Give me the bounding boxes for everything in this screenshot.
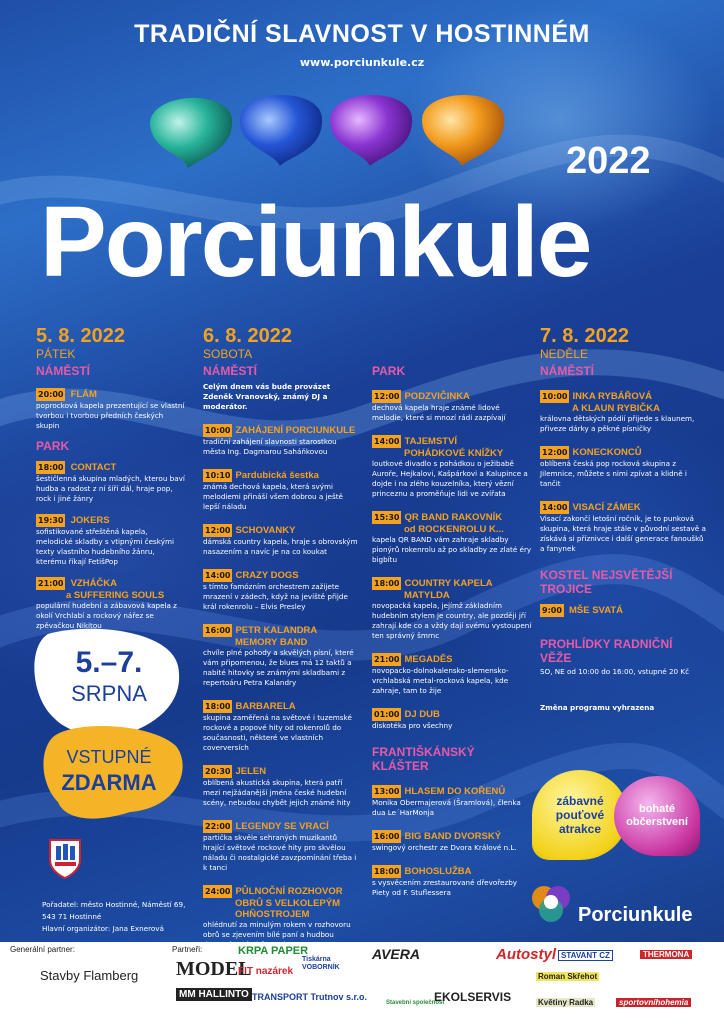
event-time: 18:00 xyxy=(38,463,64,472)
event xyxy=(372,702,532,731)
free-line1: VSTUPNÉ xyxy=(66,747,152,767)
refreshment-line2: občerstvení xyxy=(626,816,688,828)
event-name: HLASEM DO KOŘENŮ xyxy=(404,786,506,797)
event-desc: skupina zaměřená na světové i tuzemské rockové a popové hity od rokenrolů do současnosti, některé ve vlastních coverversích xyxy=(203,713,352,752)
refreshment-bubble xyxy=(614,776,700,856)
general-partner-logo: Stavby Flamberg xyxy=(40,968,139,983)
event-name: DJ DUB xyxy=(404,709,440,720)
event xyxy=(372,779,532,818)
event xyxy=(372,859,532,898)
event-time: 21:00 xyxy=(38,579,64,588)
event-desc: populární hudební a zábavová kapela z okolí Vrchlabí a rockový nářez se zpěvačkou Nikitou xyxy=(36,601,177,630)
event-desc: novopacká kapela, jejímž základním hudebním stylem je country, ale později jří zahrají kde co a vždy dají svému vystoupení ten správný šmrnc xyxy=(372,601,532,640)
attractions-line3: atrakce xyxy=(558,822,602,836)
event-time: 14:00 xyxy=(374,437,400,446)
event-name: CONTACT xyxy=(70,462,117,473)
event-time: 12:00 xyxy=(374,392,400,401)
event-time: 18:00 xyxy=(374,867,400,876)
attractions-line2: pouťové xyxy=(555,808,605,822)
partners-bar xyxy=(0,942,724,1024)
event-name-2: POHÁDKOVÉ KNÍŽKY xyxy=(404,448,504,459)
col2-program xyxy=(203,364,359,950)
website: www.porciunkule.cz xyxy=(299,56,425,69)
event xyxy=(372,647,532,696)
event xyxy=(372,824,532,853)
event-name: PŮLNOČNÍ ROZHOVOR xyxy=(235,886,343,897)
section-heading-2: TROJICE xyxy=(540,582,593,596)
event-name: Pardubická šestka xyxy=(235,470,319,481)
orange-droplet xyxy=(422,95,504,166)
event-desc: chvíle plné pohody a skvělých písní, které vám připomenou, že blues má 12 taktů a nabité hitovky se známými skladbami z repertoáru Petra Kalandry xyxy=(203,648,354,687)
col1-program xyxy=(36,364,186,631)
section-heading: NÁMĚSTÍ xyxy=(540,364,594,378)
event-name: MŠE SVATÁ xyxy=(569,605,624,616)
top-title: TRADIČNÍ SLAVNOST V HOSTINNÉM xyxy=(134,20,590,48)
event xyxy=(372,571,532,641)
event xyxy=(372,384,532,423)
event-name: BARBARELA xyxy=(235,701,296,712)
event-name: LEGENDY SE VRACÍ xyxy=(235,821,329,832)
event xyxy=(372,505,532,565)
col4-program xyxy=(540,364,706,713)
event-desc: s tímto famózním orchestrem zažijete mrazení v zádech, když na jevíště přijde král rokenrolu – Elvis Presley xyxy=(203,582,348,611)
section-heading-2: KLÁŠTER xyxy=(372,759,429,773)
event-desc: swingový orchestr ze Dvora Králové n.L. xyxy=(372,843,517,852)
event xyxy=(36,508,186,567)
event-name: COUNTRY KAPELA xyxy=(404,578,493,589)
droplets-graphic xyxy=(140,84,520,184)
year: 2022 xyxy=(566,140,651,182)
event xyxy=(203,463,359,512)
event-time: 24:00 xyxy=(205,887,231,896)
partner-logo: FIT nazárek xyxy=(238,966,294,977)
partner-logo: MM HALLINTO xyxy=(176,988,252,1001)
event-time: 12:00 xyxy=(542,448,568,457)
partner-logo: EKOLSERVIS xyxy=(434,990,512,1004)
teal-droplet xyxy=(150,98,232,168)
dates-line1: 5.–7. xyxy=(75,646,143,679)
event-name: VZHÁČKA xyxy=(70,578,118,589)
event xyxy=(36,455,186,504)
event-time: 15:30 xyxy=(374,513,400,522)
organizer-line3: Hlavní organizátor: Jana Exnerová xyxy=(42,924,164,933)
section-heading: KOSTEL NEJSVĚTĚJŠÍ xyxy=(540,568,673,582)
event-name-2: a SUFFERING SOULS xyxy=(66,590,165,601)
event-desc: dámská country kapela, hraje s obrovským nasazením a navíc je na co koukat xyxy=(203,537,358,556)
event xyxy=(203,879,359,950)
tour-info: SO, NE od 10:00 do 16:00, vstupné 20 Kč xyxy=(540,667,690,676)
event-name: JOKERS xyxy=(70,515,110,526)
event-name: PODZVIČINKA xyxy=(404,391,470,402)
partner-logo: sportovníhohemia xyxy=(616,998,691,1007)
event xyxy=(540,440,706,489)
event-name: BIG BAND DVORSKÝ xyxy=(404,831,502,842)
dates-line2: SRPNA xyxy=(71,681,147,706)
event-desc: Visací zakončí letošní ročník, je to punková skupina, která hraje stále v původní sestavě a získává si příznivce i další generace fanoušků a fanynek xyxy=(540,514,706,553)
event-time: 21:00 xyxy=(374,655,400,664)
purple-droplet xyxy=(330,95,412,166)
event-name: JELEN xyxy=(235,766,267,777)
event-name: ZAHÁJENÍ PORCIUNKULE xyxy=(235,425,356,436)
partner-logo: Stavební společnost xyxy=(386,1000,445,1006)
partner-logo: MODEL xyxy=(176,958,252,980)
event xyxy=(203,418,359,457)
intro-text: Celým dnem vás bude provázet Zdeněk Vranovský, známý DJ a moderátor. xyxy=(203,382,331,411)
event-time: 9:00 xyxy=(542,606,562,615)
event-desc: poprocková kapela prezentující se vlastní tvorbou i tvorbou předních českých skupin xyxy=(36,401,185,430)
section-heading-2: VĚŽE xyxy=(540,651,572,665)
event xyxy=(372,429,532,499)
partner-logo: STAVANT CZ xyxy=(558,950,613,961)
section-heading: NÁMĚSTÍ xyxy=(36,364,90,378)
section-heading: FRANTIŠKÁNSKÝ xyxy=(372,745,475,759)
event-name: INKA RYBÁŘOVÁ xyxy=(572,391,652,402)
organizer-line2: 543 71 Hostinné xyxy=(42,912,102,921)
partner-logo: Květiny Radka xyxy=(538,998,594,1007)
event xyxy=(203,814,359,873)
event-time: 22:00 xyxy=(205,822,231,831)
event xyxy=(203,759,359,808)
event-time: 14:00 xyxy=(205,571,231,580)
general-partner-label: Generální partner: xyxy=(10,945,75,954)
event-desc: novopacko-dolnokalensko-slemensko-vrchlabská metal-rocková kapela, kde zahraje, tam to žije xyxy=(372,666,509,695)
event-time: 10:10 xyxy=(205,471,231,480)
event xyxy=(203,618,359,688)
event-time: 18:00 xyxy=(374,579,400,588)
event-name: MEGADĚS xyxy=(404,654,453,665)
event-name-2: OBRŮ S VELKOLEPÝM xyxy=(235,898,341,909)
program-note: Změna programu vyhrazena xyxy=(540,703,655,712)
event xyxy=(36,382,186,431)
attractions-line1: zábavné xyxy=(556,794,604,808)
partner-logo: AVERA xyxy=(372,946,420,962)
event-desc: šestičlenná skupina mladých, kterou baví hudba a radost z ní šíří dál, hraje pop, rock i jiné žánry xyxy=(36,474,185,503)
coat-of-arms-icon xyxy=(48,838,82,880)
day2-date: 6. 8. 2022 xyxy=(203,325,292,347)
event-desc: partička skvěle sehraných muzikantů hrající světové rockové hity pro skvělou náladu či nostalgické zavzpomínání třeba i k tanci xyxy=(203,833,357,872)
event-desc: oblíbená akustická skupina, která patří mezi nejžádanější jména české hudební scény, nebudou chybět jejich známé hity xyxy=(203,778,351,807)
event-time: 10:00 xyxy=(205,426,231,435)
organizer-line1: Pořadatel: město Hostinné, Náměstí 69, xyxy=(42,900,186,909)
day3-date: 7. 8. 2022 xyxy=(540,325,629,347)
section-heading: PROHLÍDKY RADNIČNÍ xyxy=(540,637,673,651)
event xyxy=(540,495,706,554)
event-desc: diskotéka pro všechny xyxy=(372,721,453,730)
event-time: 18:00 xyxy=(205,702,231,711)
partner-logo: Roman Skřehot xyxy=(538,972,598,981)
free-line2: ZDARMA xyxy=(61,770,157,795)
event-desc: loutkové divadlo s pohádkou o ježibabě Auroře, Hejkalovi, Kašpárkovi a Kalupince a dojde i na zlého kouzelníka, který vězní princeznu a proměňuje lidi ve zvířata xyxy=(372,459,528,498)
event-desc: královna dětských pódií přijede s klaunem, přiveze dárky a pěkné písničky xyxy=(540,414,695,433)
event-desc: oblíbená česká pop rocková skupina z Jilemnice, můžete s nimi zpívat a klidně i tančit xyxy=(540,459,687,488)
event-desc: ohlédnutí za minulým rokem v rozhovoru obrů se zjevením bílé paní a hudbou xyxy=(203,920,351,939)
event-name: FLÁM xyxy=(70,389,97,400)
event-time: 16:00 xyxy=(374,832,400,841)
event-desc: dechová kapela hraje známé lidové melodie, které si mnozí rádi zazpívají xyxy=(372,403,506,422)
event-name: QR BAND RAKOVNÍK xyxy=(404,512,503,523)
event-name-2: od ROCKENROLU K... xyxy=(404,524,504,535)
section-heading: PARK xyxy=(372,364,406,378)
partner-logo: THERMONA xyxy=(640,950,692,959)
event-name-2: MEMORY BAND xyxy=(235,637,308,648)
event-time: 10:00 xyxy=(542,392,568,401)
blue-droplet xyxy=(240,95,322,166)
event-desc: s vysvěcením zrestaurované dřevořezby Piety od F. Stuflessera xyxy=(372,878,518,897)
event-desc: kapela QR BAND vám zahraje skladby pionýrů rokenrolu až po skladby ze zlaté éry bigbítu xyxy=(372,535,532,564)
event-time: 13:00 xyxy=(374,787,400,796)
section-heading: NÁMĚSTÍ xyxy=(203,364,257,378)
event-time: 16:00 xyxy=(205,626,231,635)
day3-weekday: NEDĚLE xyxy=(540,347,589,361)
event xyxy=(540,384,706,434)
event-name: TAJEMSTVÍ xyxy=(404,436,458,447)
event-time: 01:00 xyxy=(374,710,400,719)
event-name: BOHOSLUŽBA xyxy=(404,866,472,877)
event xyxy=(203,563,359,612)
event-name: SCHOVANKY xyxy=(235,525,296,536)
event-name: KONECKONCŮ xyxy=(572,447,642,458)
event-time: 19:30 xyxy=(38,516,64,525)
event-time: 20:30 xyxy=(205,767,231,776)
event xyxy=(203,694,359,753)
partner-logo: KRPA PAPER xyxy=(238,945,309,957)
event xyxy=(203,518,359,557)
event-desc: známá dechová kapela, která svými melodiemi přináší všem dobrou a ještě lepší náladu xyxy=(203,482,343,511)
event-name-2: A KLAUN RYBIČKA xyxy=(572,403,660,414)
festival-title: Porciunkule xyxy=(40,186,591,298)
event-name: VISACÍ ZÁMEK xyxy=(572,502,641,513)
event-name-2: MATYLDA xyxy=(404,590,450,601)
partners-label: Partneři: xyxy=(172,945,203,954)
event-name: PETR KALANDRA xyxy=(235,625,318,636)
event xyxy=(36,571,186,631)
day1-weekday: PÁTEK xyxy=(36,347,76,361)
section-heading: PARK xyxy=(36,439,70,453)
day1-date: 5. 8. 2022 xyxy=(36,325,125,347)
refreshment-line1: bohaté xyxy=(638,803,676,815)
day2-weekday: SOBOTA xyxy=(203,347,253,361)
event-name: CRAZY DOGS xyxy=(235,570,299,581)
event-time: 12:00 xyxy=(205,526,231,535)
event-desc: Monika Obermajerová (Šramlová), členka dua Le´HarMonja xyxy=(372,798,521,817)
event xyxy=(540,598,706,617)
brand-name: Porciunkule xyxy=(578,904,693,926)
event-desc: tradiční zahájení slavnosti starostkou města Ing. Dagmarou Saháňkovou xyxy=(203,437,337,456)
event-time: 20:00 xyxy=(38,390,64,399)
porciunkule-logo-icon xyxy=(528,882,574,926)
event-name-3: OHŇOSTROJEM xyxy=(235,909,310,920)
col3-program xyxy=(372,364,532,898)
event-desc: sofistikované střeštěná kapela, melodické skladby s vtipnými českými texty vlastního hudebního žánru, kterému říkají FetišPop xyxy=(36,527,174,566)
partner-logo: Autostyl xyxy=(496,946,556,963)
partner-logo: Tiskárna VOBORNÍK xyxy=(302,956,340,971)
event-time: 14:00 xyxy=(542,503,568,512)
partner-logo: TRANSPORT Trutnov s.r.o. xyxy=(252,992,368,1002)
